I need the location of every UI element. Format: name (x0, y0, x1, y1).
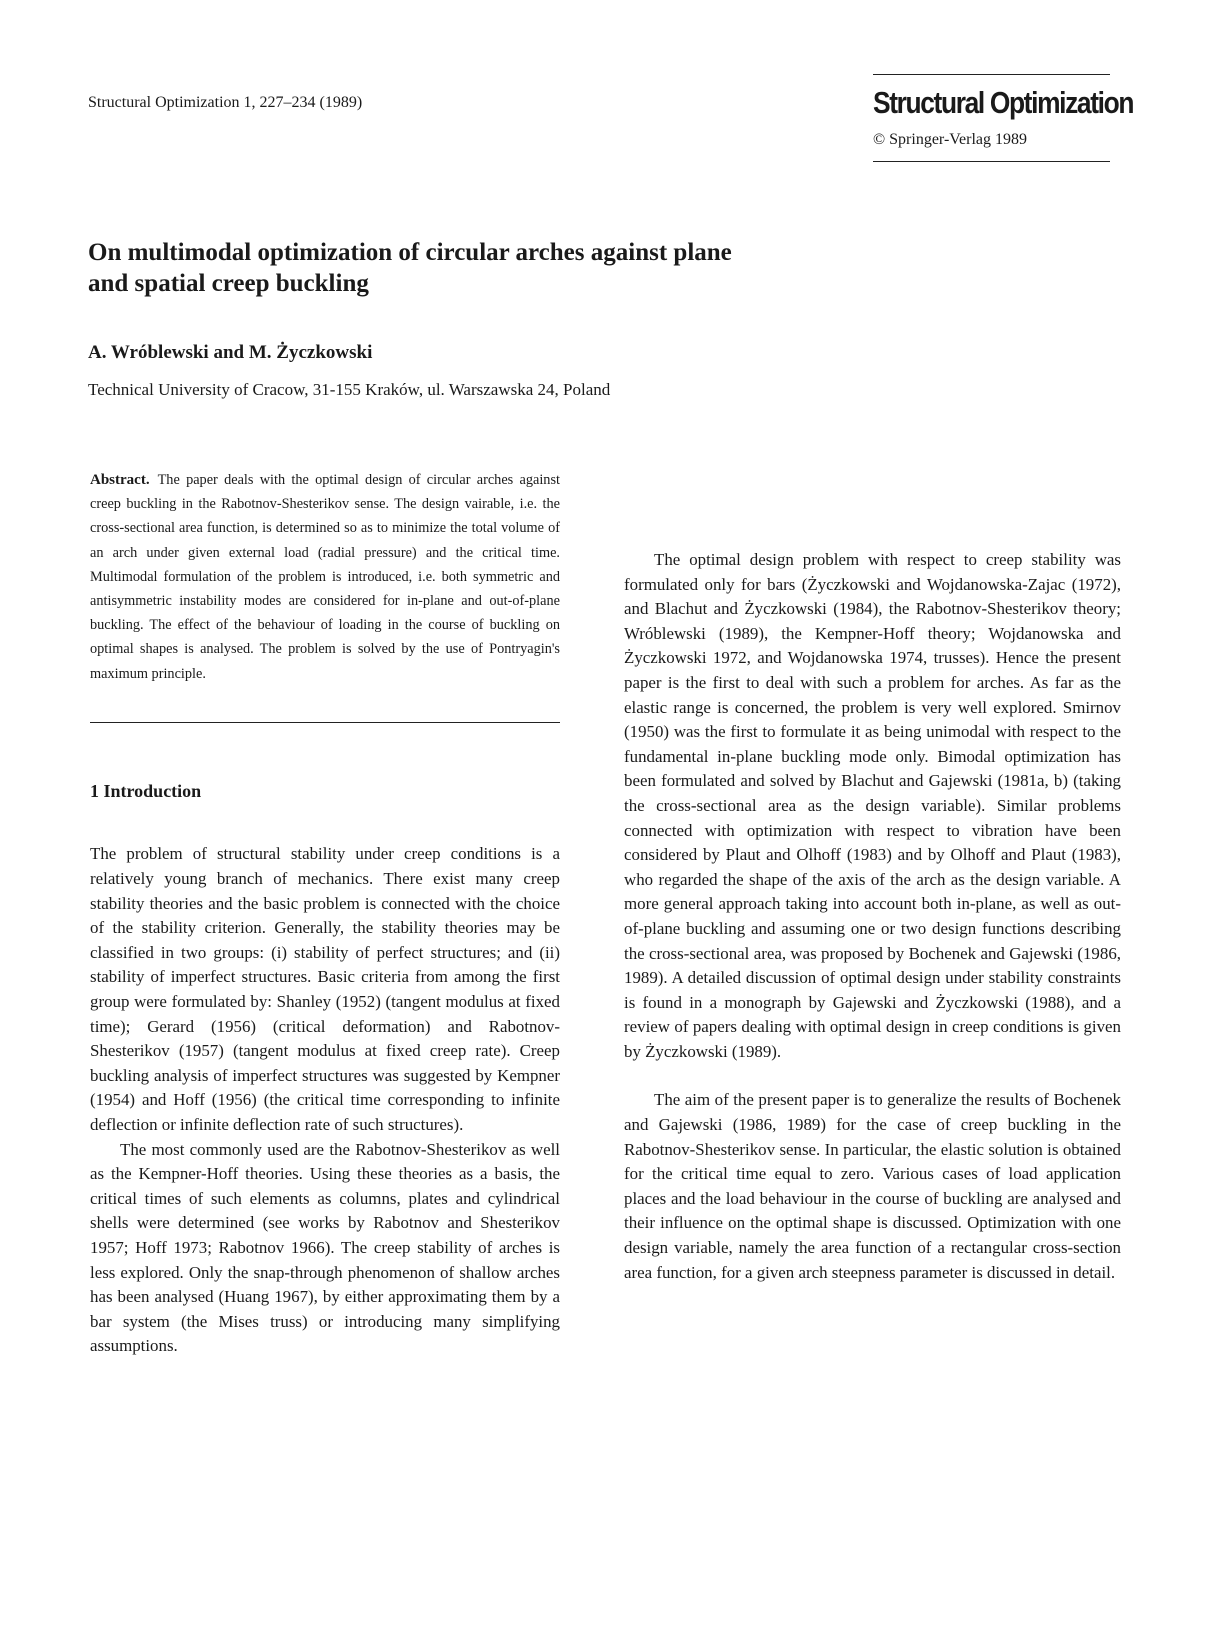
abstract-text: The paper deals with the optimal design of circular arches against creep buckling in the Rabotnov-Shesterikov sense. The design vairable, i.e. the cross-sectional area function, is determined so as to minimize the total volume of an arch under given external load (radial pressure) and the critical time. Multimodal formulation of the problem is introduced, i.e. both symmetric and antisymmetric instability modes are considered for in-plane and out-of-plane buckling. The effect of the behaviour of loading in the course of buckling on optimal shapes is analysed. The problem is solved by the use of Pontryagin's maximum principle. (90, 472, 560, 682)
paragraph: The problem of structural stability under creep conditions is a relatively young branch of mechanics. There exist many creep stability theories and the basic problem is connected with the choice of the stability criterion. Generally, the stability theories may be classified in two groups: (i) stability of perfect structures; and (ii) stability of imperfect structures. Basic criteria from among the first group were formulated by: Shanley (1952) (tangent modulus at fixed time); Gerard (1956) (critical deformation) and Rabotnov-Shesterikov (1957) (tangent modulus at fixed creep rate). Creep buckling analysis of imperfect structures was suggested by Kempner (1954) and Hoff (1956) (the critical time corresponding to infinite deflection or infinite deflection rate of such structures). (90, 844, 560, 1134)
journal-name: Structural Optimization (873, 85, 1134, 120)
paragraph: The most commonly used are the Rabotnov-Shesterikov as well as the Kempner-Hoff theories. Using these theories as a basis, the critical times of such elements as columns, plates and cylindrical shells were determined (see works by Rabotnov and Shesterikov 1957; Hoff 1973; Rabotnov 1966). The creep stability of arches is less explored. Only the snap-through phenomenon of shallow arches has been analysed (Huang 1967), by either approximating them by a bar system (the Mises truss) or introducing many simplifying assumptions. (90, 1139, 560, 1356)
article-title-line-2: and spatial creep buckling (88, 270, 369, 297)
paragraph: The aim of the present paper is to generalize the results of Bochenek and Gajewski (1986, 1989) for the case of creep buckling in the Rabotnov-Shesterikov sense. In particular, the elastic solution is obtained for the critical time equal to zero. Various cases of load application places and the load behaviour in the course of buckling are analysed and their influence on the optimal shape is discussed. Optimization with one design variable, namely the area function of a rectangular cross-section area function, for a given arch steepness parameter is discussed in detail. (624, 1090, 1121, 1282)
journal-masthead (873, 74, 1134, 162)
right-column (624, 474, 1121, 1285)
abstract-label: Abstract. (90, 472, 150, 488)
article-title (88, 237, 988, 299)
paragraph: The optimal design problem with respect to creep stability was formulated only for bars (Życzkowski and Wojdanowska-Zajac (1972), and Blachut and Życzkowski (1984), the Rabotnov-Shesterikov theory; Wróblewski (1989), the Kempner-Hoff theory; Wojdanowska and Życzkowski 1972, and Wojdanowska 1974, trusses). Hence the present paper is the first to deal with such a problem for arches. As far as the elastic range is concerned, the problem is very well explored. Smirnov (1950) was the first to formulate it as being unimodal with respect to the fundamental in-plane buckling mode only. Bimodal optimization has been formulated and solved by Blachut and Gajewski (1981a, b) (taking the cross-sectional area as the design variable). Similar problems connected with optimization with respect to vibration have been considered by Plaut and Olhoff (1983) and by Olhoff and Plaut (1983), who regarded the shape of the axis of the arch as the design variable. A more general approach taking into account both in-plane, as well as out-of-plane buckling and assuming one or two design functions describing the cross-sectional area, was proposed by Bochenek and Gajewski (1986, 1989). A detailed discussion of optimal design under stability constraints is found in a monograph by Gajewski and Życzkowski (1988), and a review of papers dealing with optimal design in creep conditions is given by Życzkowski (1989). (624, 550, 1121, 1061)
left-column (90, 468, 560, 1359)
abstract-divider (90, 722, 560, 723)
affiliation: Technical University of Cracow, 31-155 Kraków, ul. Warszawska 24, Poland (88, 380, 611, 399)
authors: A. Wróblewski and M. Życzkowski (88, 342, 373, 363)
section-heading-introduction: 1 Introduction (90, 780, 202, 801)
abstract (90, 468, 560, 686)
article-title-line-1: On multimodal optimization of circular arches against plane (88, 239, 732, 266)
copyright-notice: © Springer-Verlag 1989 (873, 131, 1028, 148)
journal-citation: Structural Optimization 1, 227–234 (1989) (88, 94, 363, 111)
